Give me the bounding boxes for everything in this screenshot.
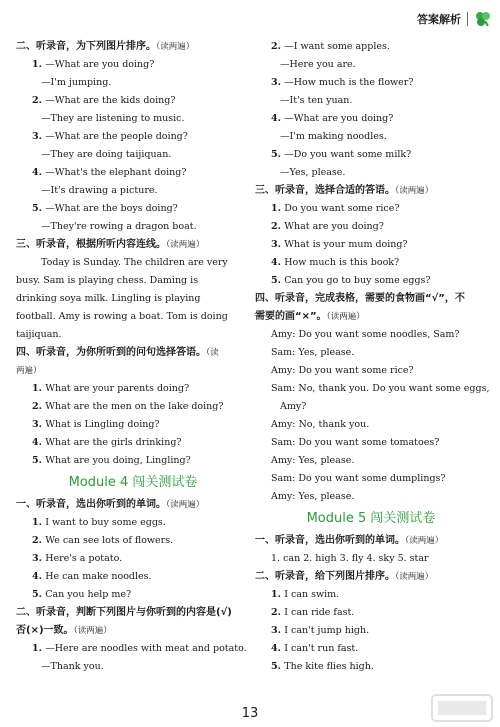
line-text: Sam: Do you want some tomatoes? <box>271 437 440 448</box>
item-number: 5. <box>32 589 46 600</box>
text-line <box>16 164 250 182</box>
text-line <box>16 514 250 532</box>
text-line <box>255 146 487 164</box>
line-text: 四、听录音，为你所听到的问句选择答语。 <box>16 347 206 358</box>
text-line <box>16 56 250 74</box>
watermark-logo <box>430 693 494 723</box>
line-text: 二、听录音，判断下列图片与你听到的内容是(√) <box>16 607 232 618</box>
line-text: Amy: Yes, please. <box>271 455 355 466</box>
line-text: 1. can 2. high 3. fly 4. sky 5. star <box>271 553 429 564</box>
text-line <box>16 92 250 110</box>
section-heading <box>16 496 250 514</box>
line-text: What are the men on the lake doing? <box>45 401 224 412</box>
line-text: 二、听录音，为下列图片排序。 <box>16 41 156 52</box>
line-text: —What are the boys doing? <box>45 203 178 214</box>
text-line <box>16 398 250 416</box>
line-text: Amy: No, thank you. <box>271 419 370 430</box>
text-line <box>16 254 250 272</box>
item-number: 5. <box>271 275 285 286</box>
line-text: What are the girls drinking? <box>45 437 182 448</box>
text-line <box>255 254 487 272</box>
text-line <box>16 290 250 308</box>
line-text: 一、听录音，选出你听到的单词。 <box>16 499 166 510</box>
reading-note: （读两遍） <box>395 186 434 196</box>
item-number: 4. <box>32 571 46 582</box>
line-text: I want to buy some eggs. <box>45 517 166 528</box>
item-number: 3. <box>32 131 46 142</box>
item-number: 1. <box>32 643 46 654</box>
item-number: 4. <box>271 257 285 268</box>
line-text: 三、听录音，选择合适的答语。 <box>255 185 395 196</box>
item-number: 2. <box>271 607 285 618</box>
text-line <box>255 416 487 434</box>
line-text: —What are you doing? <box>45 59 155 70</box>
text-line <box>255 604 487 622</box>
line-text: —I want some apples. <box>284 41 390 52</box>
line-text: We can see lots of flowers. <box>45 535 174 546</box>
text-line <box>16 128 250 146</box>
line-text: How much is this book? <box>284 257 400 268</box>
line-text: Do you want some rice? <box>284 203 400 214</box>
line-text: —It's ten yuan. <box>280 95 353 106</box>
section-heading <box>255 308 487 326</box>
line-text: Module 5 闯关测试卷 <box>306 511 436 526</box>
line-text: —It's drawing a picture. <box>41 185 158 196</box>
item-number: 2. <box>32 535 46 546</box>
line-text: —What are you doing? <box>284 113 394 124</box>
line-text: 需要的画“×”。 <box>255 311 327 322</box>
text-line <box>255 550 487 568</box>
item-number: 3. <box>271 77 285 88</box>
line-text: What is Lingling doing? <box>45 419 160 430</box>
text-line <box>255 640 487 658</box>
section-heading <box>16 622 250 640</box>
item-number: 1. <box>32 517 46 528</box>
reading-note: （读两遍） <box>166 240 205 250</box>
line-text: —Thank you. <box>41 661 104 672</box>
item-number: 1. <box>271 203 285 214</box>
item-number: 2. <box>271 221 285 232</box>
line-text: —I'm jumping. <box>41 77 112 88</box>
section-heading <box>255 290 487 308</box>
line-text: I can't run fast. <box>284 643 359 654</box>
item-number: 5. <box>271 149 285 160</box>
text-line <box>16 218 250 236</box>
text-line <box>16 146 250 164</box>
line-text: drinking soya milk. Lingling is playing <box>16 293 201 304</box>
right-column <box>255 38 490 676</box>
line-text: Module 4 闯关测试卷 <box>68 475 198 490</box>
line-text: 四、听录音，完成表格，需要的食物画“√”，不 <box>255 293 465 304</box>
line-text: 否(×)一致。 <box>16 625 74 636</box>
text-line <box>255 110 487 128</box>
item-number: 4. <box>32 437 46 448</box>
text-line <box>255 434 487 452</box>
text-line <box>16 200 250 218</box>
text-line <box>255 128 487 146</box>
line-text: —Here you are. <box>280 59 356 70</box>
text-line <box>255 38 487 56</box>
line-text: Amy: Yes, please. <box>271 491 355 502</box>
reading-note: （读两遍） <box>405 536 444 546</box>
text-line <box>16 308 250 326</box>
module-title <box>255 508 487 530</box>
text-line <box>16 416 250 434</box>
text-line <box>255 470 487 488</box>
reading-note: （读 <box>206 348 219 358</box>
line-text: —What are the kids doing? <box>45 95 176 106</box>
item-number: 4. <box>271 643 285 654</box>
reading-note: 两遍） <box>16 366 42 376</box>
text-line <box>16 658 250 676</box>
text-line <box>255 622 487 640</box>
item-number: 1. <box>32 59 46 70</box>
line-text: —They are doing taijiquan. <box>41 149 172 160</box>
line-text: taijiquan. <box>16 329 62 340</box>
item-number: 1. <box>32 383 46 394</box>
line-text: Amy: Do you want some noodles, Sam? <box>271 329 460 340</box>
text-line <box>16 110 250 128</box>
line-text: 二、听录音，给下列图片排序。 <box>255 571 395 582</box>
line-text: —Yes, please. <box>280 167 346 178</box>
item-number: 4. <box>271 113 285 124</box>
section-heading <box>16 604 250 622</box>
item-number: 3. <box>32 419 46 430</box>
item-number: 4. <box>32 167 46 178</box>
reading-note: （读两遍） <box>156 42 195 52</box>
text-line <box>16 434 250 452</box>
text-line <box>16 272 250 290</box>
text-line <box>16 74 250 92</box>
line-text: 一、听录音，选出你听到的单词。 <box>255 535 405 546</box>
text-line <box>16 182 250 200</box>
page-number: 13 <box>241 706 259 721</box>
text-line <box>255 398 487 416</box>
text-line <box>16 640 250 658</box>
section-heading <box>16 38 250 56</box>
text-line <box>255 218 487 236</box>
section-heading <box>255 182 487 200</box>
line-text: I can swim. <box>284 589 340 600</box>
text-line <box>255 362 487 380</box>
line-text: Amy? <box>280 401 307 412</box>
line-text: Sam: No, thank you. Do you want some eggs, <box>271 383 490 394</box>
line-text: —Here are noodles with meat and potato. <box>45 643 247 654</box>
line-text: The kite flies high. <box>284 661 374 672</box>
line-text: —How much is the flower? <box>284 77 414 88</box>
text-line <box>255 92 487 110</box>
line-text: Can you help me? <box>45 589 132 600</box>
text-line <box>255 56 487 74</box>
text-line <box>255 658 487 676</box>
text-line <box>16 586 250 604</box>
section-heading <box>255 532 487 550</box>
line-text: What are you doing? <box>284 221 384 232</box>
line-text: —What are the people doing? <box>45 131 188 142</box>
item-number: 2. <box>32 95 46 106</box>
text-line <box>255 326 487 344</box>
text-line <box>16 380 250 398</box>
text-line <box>255 272 487 290</box>
text-line <box>255 586 487 604</box>
line-text: I can ride fast. <box>284 607 355 618</box>
text-line <box>255 236 487 254</box>
text-line <box>255 164 487 182</box>
line-text: football. Amy is rowing a boat. Tom is doing <box>16 311 228 322</box>
line-text: —Do you want some milk? <box>284 149 412 160</box>
section-heading <box>16 344 250 362</box>
text-line <box>255 488 487 506</box>
line-text: Today is Sunday. The children are very <box>41 257 228 268</box>
text-line <box>16 452 250 470</box>
text-line <box>16 550 250 568</box>
item-number: 2. <box>271 41 285 52</box>
item-number: 5. <box>32 455 46 466</box>
item-number: 5. <box>271 661 285 672</box>
text-line <box>16 326 250 344</box>
reading-note: （读两遍） <box>395 572 434 582</box>
text-line <box>255 200 487 218</box>
reading-note: （读两遍） <box>73 626 112 636</box>
text-line <box>255 74 487 92</box>
text-line <box>16 568 250 586</box>
line-text: What are your parents doing? <box>45 383 190 394</box>
header-divider <box>467 12 468 26</box>
line-text: —I'm making noodles. <box>280 131 387 142</box>
header-title: 答案解析 <box>417 13 461 26</box>
module-title <box>16 472 250 494</box>
section-heading <box>16 362 250 380</box>
section-heading <box>255 568 487 586</box>
line-text: —They're rowing a dragon boat. <box>41 221 197 232</box>
item-number: 1. <box>271 589 285 600</box>
line-text: Sam: Yes, please. <box>271 347 355 358</box>
text-line <box>255 380 490 398</box>
line-text: Sam: Do you want some dumplings? <box>271 473 446 484</box>
line-text: He can make noodles. <box>45 571 152 582</box>
line-text: —What's the elephant doing? <box>45 167 187 178</box>
item-number: 3. <box>32 553 46 564</box>
left-column <box>16 38 250 676</box>
line-text: —They are listening to music. <box>41 113 185 124</box>
item-number: 5. <box>32 203 46 214</box>
item-number: 3. <box>271 625 285 636</box>
reading-note: （读两遍） <box>166 500 205 510</box>
text-line <box>16 532 250 550</box>
section-heading <box>16 236 250 254</box>
line-text: Here's a potato. <box>45 553 123 564</box>
line-text: Can you go to buy some eggs? <box>284 275 431 286</box>
line-text: I can't jump high. <box>284 625 370 636</box>
item-number: 3. <box>271 239 285 250</box>
page-header <box>417 6 492 32</box>
text-line <box>255 344 487 362</box>
clover-icon <box>474 10 492 28</box>
line-text: What is your mum doing? <box>284 239 408 250</box>
line-text: 三、听录音，根据所听内容连线。 <box>16 239 166 250</box>
line-text: Amy: Do you want some rice? <box>271 365 414 376</box>
line-text: What are you doing, Lingling? <box>45 455 191 466</box>
item-number: 2. <box>32 401 46 412</box>
text-line <box>255 452 487 470</box>
reading-note: （读两遍） <box>326 312 365 322</box>
line-text: busy. Sam is playing chess. Daming is <box>16 275 199 286</box>
